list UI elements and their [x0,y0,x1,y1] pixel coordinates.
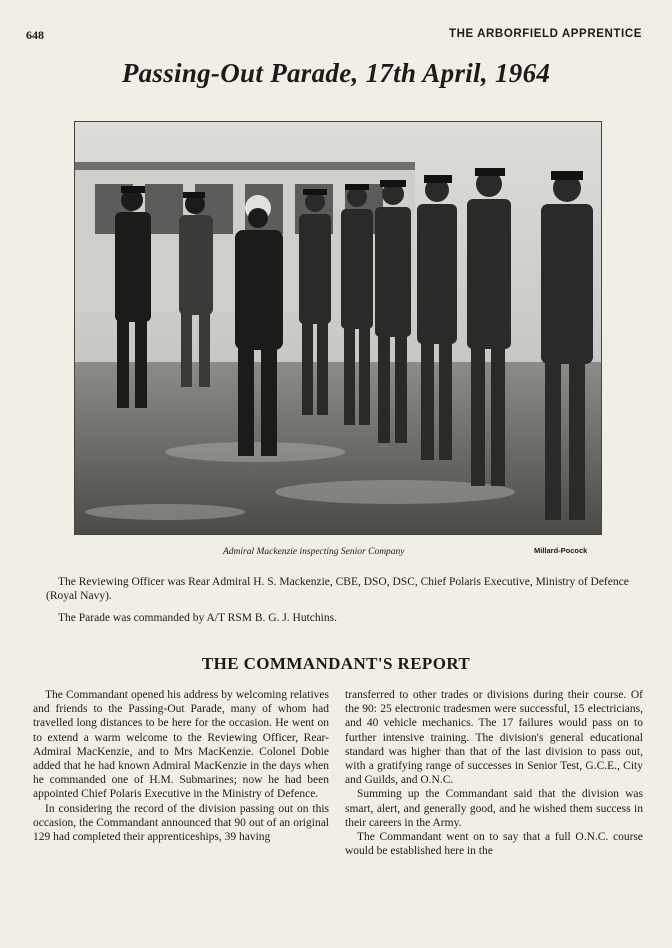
left-column [33,688,329,844]
page-number: 648 [26,28,44,42]
intro-paragraph: The Reviewing Officer was Rear Admiral H. S. Mackenzie, CBE, DSO, DSC, Chief Polaris Executive, Ministry of Defence (Royal Navy). [46,576,629,602]
paragraph: In considering the record of the division passing out on this occasion, the Commandant announced that 90 out of an original 129 had completed their apprenticeships, 39 having [33,802,329,844]
photo-credit: Millard-Pocock [534,546,588,555]
intro-paragraph: The Parade was commanded by A/T RSM B. G. J. Hutchins. [58,612,337,624]
paragraph: transferred to other trades or divisions during their course. Of the 90: 25 electronic tradesmen were successful, 15 electricians, and 40 vehicle mechanics. The 17 failures would pass on to further intensive training. The division's general educational standard was higher than that of the last division to pass out, with a gratifying range of successes in Senior Test, G.C.E., City and Guilds, and O.N.C. [345,689,643,787]
article-title: Passing-Out Parade, 17th April, 1964 [121,58,551,88]
section-heading: THE COMMANDANT'S REPORT [201,654,471,673]
journal-title: THE ARBORFIELD APPRENTICE [448,28,642,40]
paragraph: Summing up the Commandant said that the division was smart, alert, and generally good, and he wished them success in their careers in the Army. [345,788,643,829]
right-column [345,688,643,858]
photo-caption: Admiral Mackenzie inspecting Senior Company [223,547,405,557]
paragraph: The Commandant opened his address by welcoming relatives and friends to the Passing-Out Parade, many of whom had travelled long distances to be here for the occasion. He went on to extend a warm welcome to the Reviewing Officer, Rear-Admiral MacKenzie, and to Mrs MacKenzie. Colonel Dobie added that he had known Admiral MacKenzie in the days when he commanded one of H.M. Submarines; now he had been appointed Chief Polaris Executive in the Ministry of Defence. [33,689,329,801]
paragraph: The Commandant went on to say that a full O.N.C. course would be established here in the [345,831,643,858]
page-header [26,28,642,44]
parade-photo [74,121,602,535]
